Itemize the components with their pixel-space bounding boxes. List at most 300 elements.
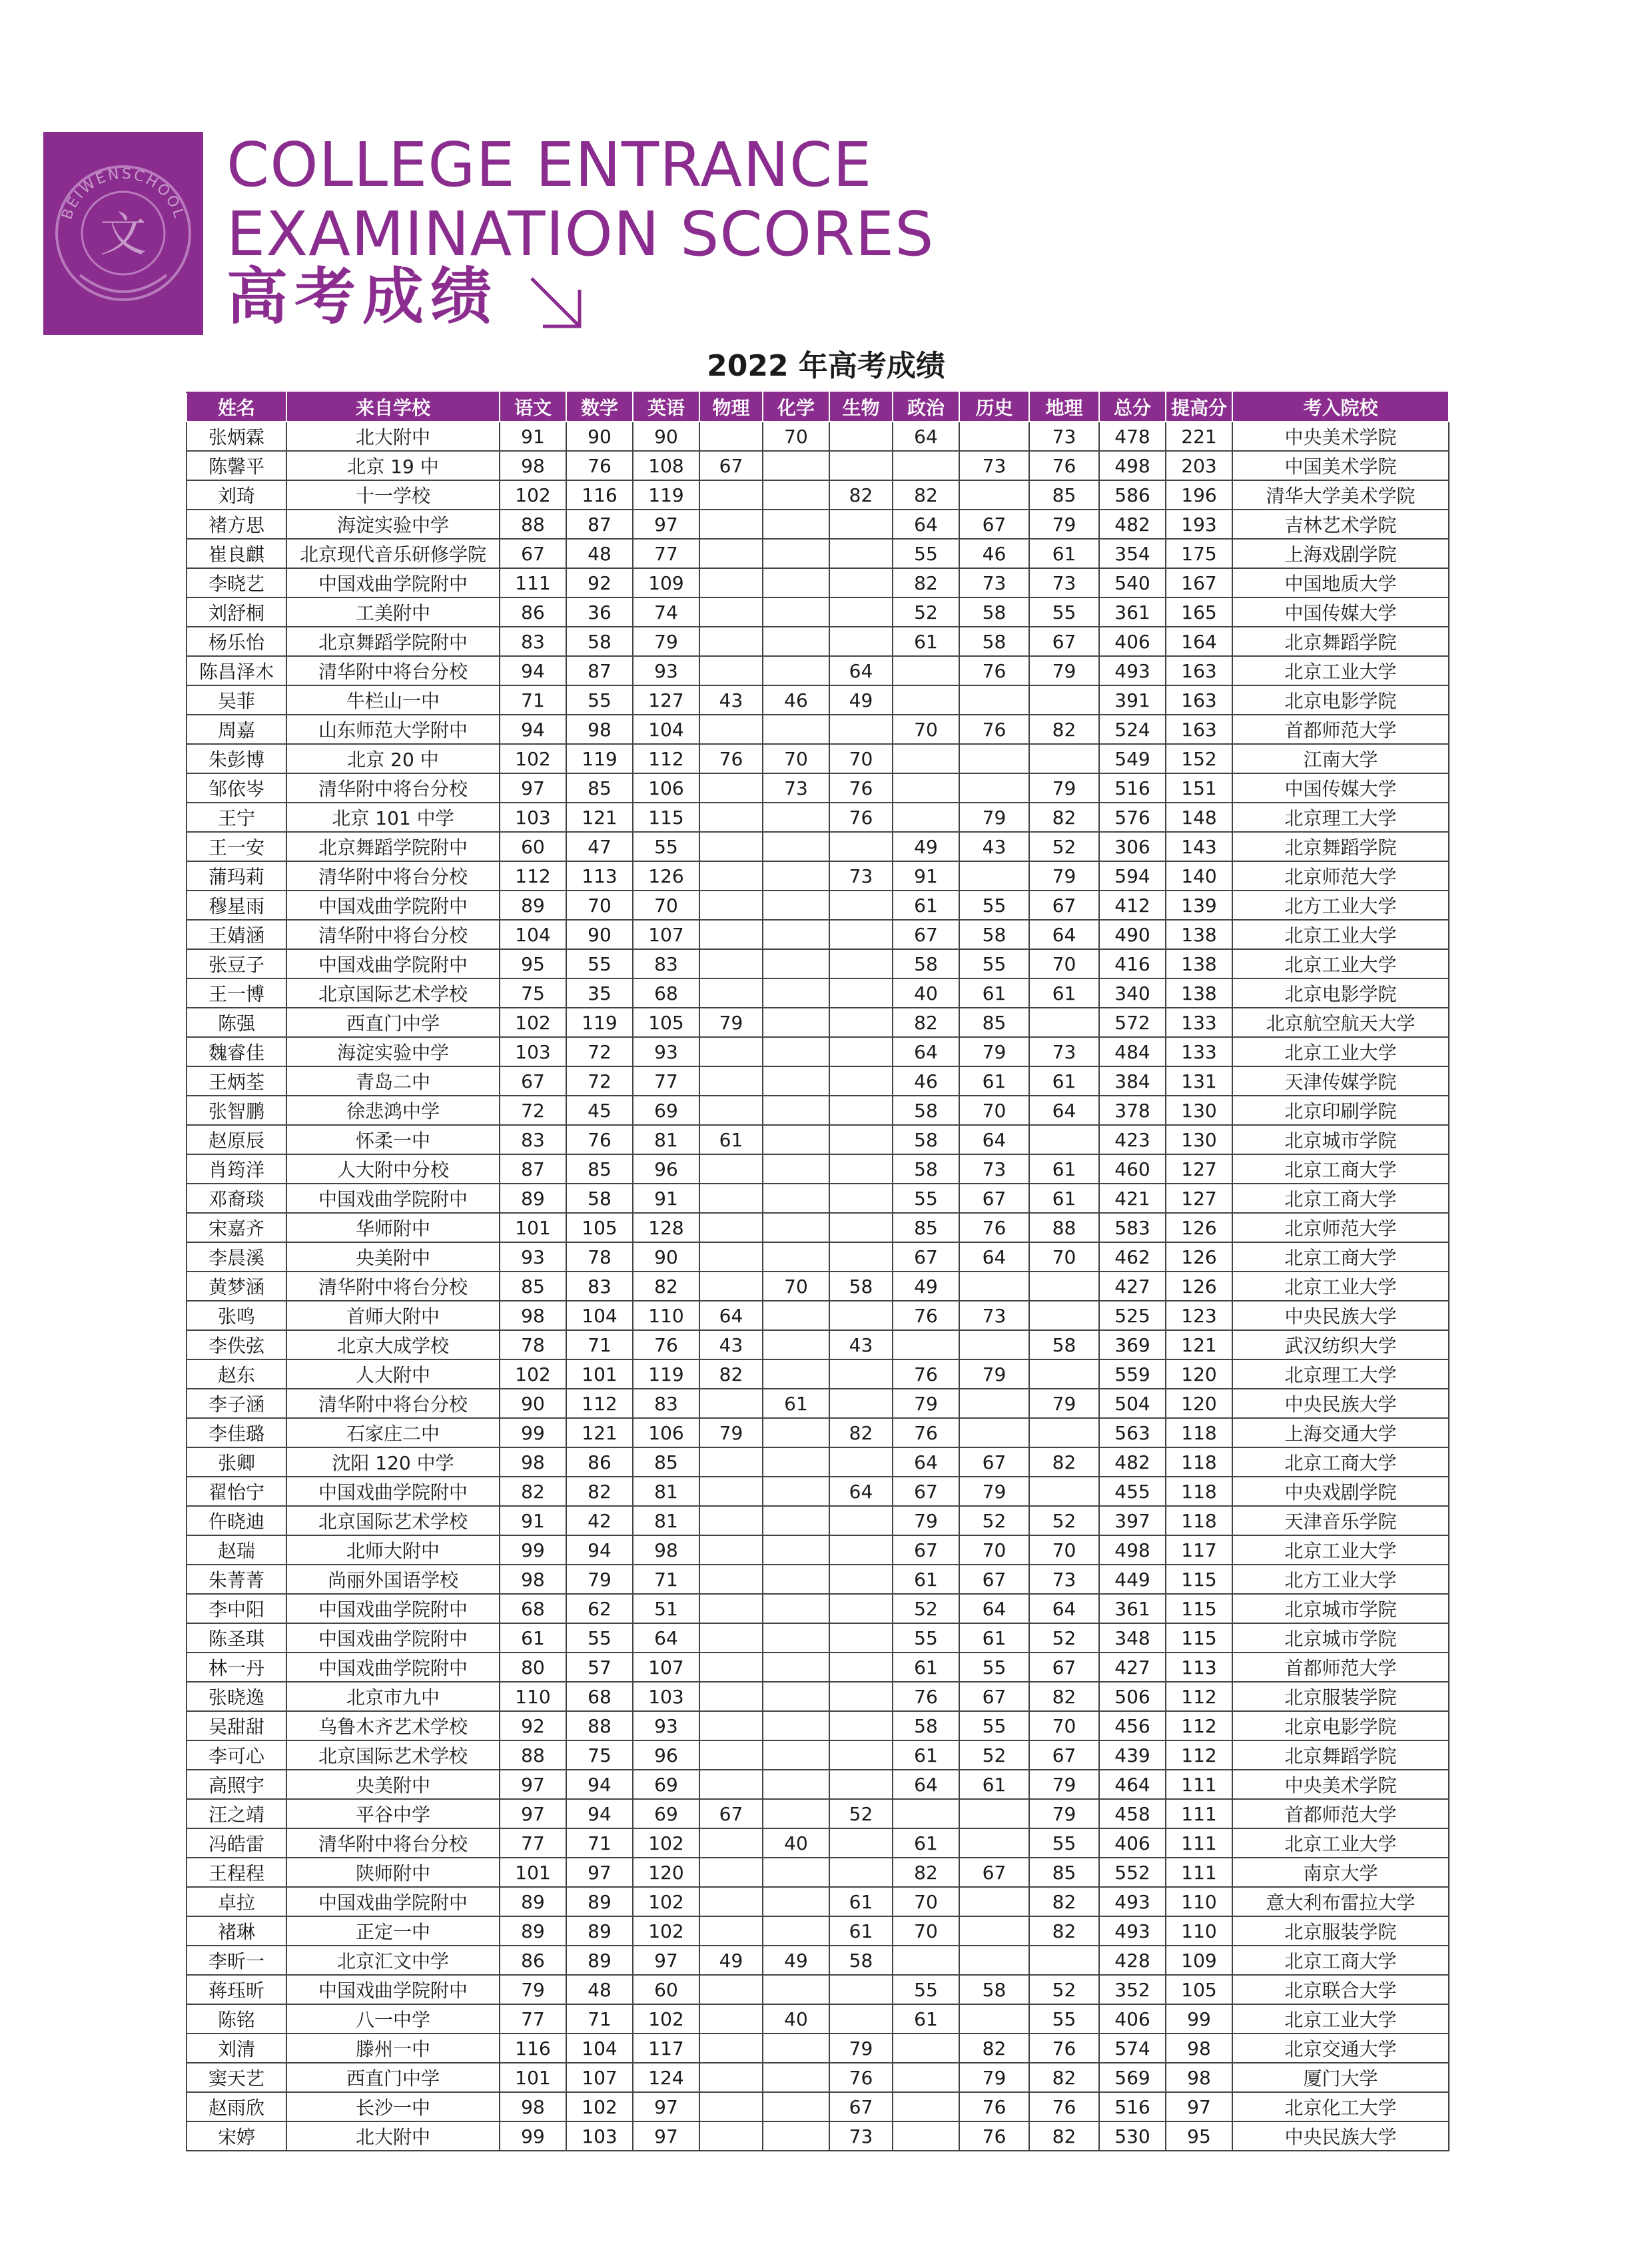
- table-cell: [829, 832, 893, 861]
- table-cell: 北京大成学校: [286, 1330, 500, 1359]
- table-cell: 58: [829, 1272, 893, 1301]
- table-cell: 67: [1029, 891, 1099, 920]
- table-cell: 北京工业大学: [1232, 1037, 1449, 1066]
- table-cell: 58: [829, 1946, 893, 1975]
- table-cell: 首都师范大学: [1232, 1799, 1449, 1828]
- table-cell: 98: [500, 1301, 566, 1330]
- scores-table: [186, 392, 1449, 2151]
- table-cell: 北京国际艺术学校: [286, 978, 500, 1008]
- table-cell: 203: [1166, 451, 1232, 480]
- table-cell: 中央美术学院: [1232, 1770, 1449, 1799]
- header-title-line2: EXAMINATION SCORES: [226, 198, 935, 270]
- table-cell: 102: [633, 1916, 699, 1946]
- table-cell: 82: [566, 1477, 633, 1506]
- table-cell: 87: [566, 656, 633, 685]
- table-cell: 陈馨平: [187, 451, 286, 480]
- table-cell: 77: [633, 539, 699, 568]
- table-cell: 58: [959, 627, 1029, 656]
- table-row: [187, 1799, 1449, 1828]
- table-cell: 北京 19 中: [286, 451, 500, 480]
- table-cell: 81: [633, 1506, 699, 1535]
- table-cell: 55: [959, 1711, 1029, 1740]
- table-cell: 中国戏曲学院附中: [286, 1184, 500, 1213]
- table-cell: 121: [1166, 1330, 1232, 1359]
- table-cell: 112: [566, 1389, 633, 1418]
- table-cell: 119: [566, 744, 633, 773]
- table-cell: 68: [500, 1594, 566, 1623]
- table-cell: 北方工业大学: [1232, 891, 1449, 920]
- table-cell: 115: [633, 803, 699, 832]
- table-cell: 79: [1029, 510, 1099, 539]
- table-cell: 67: [959, 510, 1029, 539]
- table-cell: 105: [1166, 1975, 1232, 2004]
- table-cell: 西直门中学: [286, 2063, 500, 2092]
- table-cell: 海淀实验中学: [286, 1037, 500, 1066]
- table-cell: 530: [1099, 2121, 1166, 2151]
- table-cell: 61: [829, 1887, 893, 1916]
- table-cell: 南京大学: [1232, 1858, 1449, 1887]
- table-cell: 清华附中将台分校: [286, 861, 500, 891]
- table-cell: 意大利布雷拉大学: [1232, 1887, 1449, 1916]
- table-cell: 北京舞蹈学院附中: [286, 627, 500, 656]
- table-cell: [699, 1858, 763, 1887]
- table-cell: 61: [1029, 1154, 1099, 1184]
- table-cell: [699, 978, 763, 1008]
- table-cell: 102: [633, 1828, 699, 1858]
- table-cell: 58: [893, 1154, 959, 1184]
- table-cell: [1029, 685, 1099, 715]
- table-cell: 64: [959, 1594, 1029, 1623]
- table-cell: [829, 1506, 893, 1535]
- table-cell: 484: [1099, 1037, 1166, 1066]
- table-cell: 青岛二中: [286, 1066, 500, 1096]
- table-cell: 369: [1099, 1330, 1166, 1359]
- table-row: [187, 685, 1449, 715]
- table-cell: [763, 1711, 829, 1740]
- table-cell: 117: [1166, 1535, 1232, 1565]
- table-cell: [829, 1565, 893, 1594]
- table-cell: 76: [1029, 2092, 1099, 2121]
- table-cell: 人大附中: [286, 1359, 500, 1389]
- table-cell: [959, 422, 1029, 451]
- table-cell: [763, 715, 829, 744]
- table-cell: 76: [893, 1418, 959, 1447]
- table-cell: 133: [1166, 1008, 1232, 1037]
- table-cell: [699, 1594, 763, 1623]
- table-cell: [959, 1887, 1029, 1916]
- table-cell: [699, 1887, 763, 1916]
- header-title-line1: COLLEGE ENTRANCE: [226, 129, 873, 200]
- table-cell: 110: [500, 1682, 566, 1711]
- column-header: 总分: [1099, 392, 1166, 422]
- table-row: [187, 1828, 1449, 1858]
- table-cell: 北京工商大学: [1232, 1184, 1449, 1213]
- table-cell: [699, 422, 763, 451]
- table-cell: 559: [1099, 1359, 1166, 1389]
- table-cell: 91: [633, 1184, 699, 1213]
- table-cell: 58: [893, 1125, 959, 1154]
- table-cell: 魏睿佳: [187, 1037, 286, 1066]
- table-cell: 124: [633, 2063, 699, 2092]
- table-cell: 北京城市学院: [1232, 1125, 1449, 1154]
- table-cell: 76: [699, 744, 763, 773]
- table-cell: 123: [1166, 1301, 1232, 1330]
- table-cell: [763, 627, 829, 656]
- table-cell: 516: [1099, 2092, 1166, 2121]
- table-row: [187, 2004, 1449, 2034]
- table-cell: 76: [1029, 2034, 1099, 2063]
- table-cell: [699, 480, 763, 510]
- table-cell: 103: [566, 2121, 633, 2151]
- table-cell: [699, 1213, 763, 1242]
- table-cell: [699, 891, 763, 920]
- table-cell: [1029, 1301, 1099, 1330]
- table-row: [187, 1242, 1449, 1272]
- table-cell: 吴菲: [187, 685, 286, 715]
- table-cell: [829, 1066, 893, 1096]
- table-cell: [829, 1213, 893, 1242]
- table-cell: 120: [633, 1858, 699, 1887]
- table-cell: 104: [566, 2034, 633, 2063]
- table-cell: 76: [959, 1213, 1029, 1242]
- table-cell: 褚琳: [187, 1916, 286, 1946]
- table-cell: 71: [566, 1828, 633, 1858]
- table-cell: 112: [633, 744, 699, 773]
- table-cell: 55: [893, 1184, 959, 1213]
- table-cell: 86: [500, 597, 566, 627]
- table-cell: [699, 539, 763, 568]
- table-cell: [763, 2063, 829, 2092]
- table-cell: 583: [1099, 1213, 1166, 1242]
- table-cell: 458: [1099, 1799, 1166, 1828]
- table-cell: [763, 1125, 829, 1154]
- table-cell: 107: [633, 920, 699, 949]
- table-cell: 73: [763, 773, 829, 803]
- table-cell: [959, 2004, 1029, 2034]
- table-cell: 72: [566, 1066, 633, 1096]
- table-cell: 58: [893, 1096, 959, 1125]
- table-row: [187, 627, 1449, 656]
- table-cell: 348: [1099, 1623, 1166, 1653]
- table-cell: 574: [1099, 2034, 1166, 2063]
- table-row: [187, 1858, 1449, 1887]
- table-cell: 77: [500, 1828, 566, 1858]
- table-cell: [893, 2121, 959, 2151]
- table-cell: 102: [500, 744, 566, 773]
- table-cell: 中央民族大学: [1232, 1301, 1449, 1330]
- table-cell: 121: [566, 803, 633, 832]
- table-cell: 126: [1166, 1242, 1232, 1272]
- table-cell: 李子涵: [187, 1389, 286, 1418]
- table-cell: 127: [633, 685, 699, 715]
- table-cell: 89: [500, 1184, 566, 1213]
- table-cell: [699, 920, 763, 949]
- table-cell: 邓裔琰: [187, 1184, 286, 1213]
- table-cell: [829, 568, 893, 597]
- table-cell: 山东师范大学附中: [286, 715, 500, 744]
- table-cell: 99: [1166, 2004, 1232, 2034]
- table-row: [187, 539, 1449, 568]
- table-cell: 70: [763, 1272, 829, 1301]
- table-cell: [829, 1711, 893, 1740]
- table-cell: 徐悲鸿中学: [286, 1096, 500, 1125]
- column-header: 英语: [633, 392, 699, 422]
- table-cell: 76: [633, 1330, 699, 1359]
- table-row: [187, 1653, 1449, 1682]
- table-cell: 70: [566, 891, 633, 920]
- table-cell: 中央民族大学: [1232, 1389, 1449, 1418]
- table-cell: 王炳荃: [187, 1066, 286, 1096]
- table-cell: 504: [1099, 1389, 1166, 1418]
- table-cell: 79: [959, 2063, 1029, 2092]
- table-cell: [763, 1066, 829, 1096]
- table-row: [187, 920, 1449, 949]
- table-cell: [829, 1740, 893, 1770]
- table-cell: [959, 1389, 1029, 1418]
- table-cell: 133: [1166, 1037, 1232, 1066]
- table-cell: 439: [1099, 1740, 1166, 1770]
- table-cell: 82: [1029, 1682, 1099, 1711]
- table-cell: 北京城市学院: [1232, 1623, 1449, 1653]
- table-cell: 352: [1099, 1975, 1166, 2004]
- table-cell: 91: [500, 422, 566, 451]
- table-cell: [959, 1272, 1029, 1301]
- table-cell: 58: [959, 920, 1029, 949]
- table-cell: 上海交通大学: [1232, 1418, 1449, 1447]
- table-cell: 62: [566, 1594, 633, 1623]
- table-cell: 82: [500, 1477, 566, 1506]
- table-row: [187, 1301, 1449, 1330]
- table-cell: [699, 949, 763, 978]
- table-cell: 82: [633, 1272, 699, 1301]
- table-cell: 76: [829, 803, 893, 832]
- table-cell: 525: [1099, 1301, 1166, 1330]
- table-cell: 73: [959, 451, 1029, 480]
- column-header: 语文: [500, 392, 566, 422]
- table-cell: 64: [893, 1037, 959, 1066]
- table-cell: 106: [633, 773, 699, 803]
- table-cell: [763, 1008, 829, 1037]
- table-cell: 64: [893, 1447, 959, 1477]
- table-cell: 清华大学美术学院: [1232, 480, 1449, 510]
- table-cell: 正定一中: [286, 1916, 500, 1946]
- table-cell: 长沙一中: [286, 2092, 500, 2121]
- table-cell: 北京工业大学: [1232, 920, 1449, 949]
- svg-text:文: 文: [100, 207, 147, 262]
- table-cell: 61: [893, 1828, 959, 1858]
- table-cell: [959, 773, 1029, 803]
- table-cell: [829, 1858, 893, 1887]
- table-row: [187, 1096, 1449, 1125]
- table-cell: 427: [1099, 1272, 1166, 1301]
- table-cell: 北京国际艺术学校: [286, 1506, 500, 1535]
- table-cell: 73: [829, 861, 893, 891]
- table-cell: [829, 422, 893, 451]
- column-header: 来自学校: [286, 392, 500, 422]
- table-row: [187, 1389, 1449, 1418]
- table-cell: 109: [1166, 1946, 1232, 1975]
- table-cell: 83: [566, 1272, 633, 1301]
- table-cell: 67: [959, 1184, 1029, 1213]
- table-cell: 中国美术学院: [1232, 451, 1449, 480]
- table-cell: 118: [1166, 1506, 1232, 1535]
- table-cell: [829, 1535, 893, 1565]
- table-cell: 61: [893, 2004, 959, 2034]
- table-cell: 宋婷: [187, 2121, 286, 2151]
- table-cell: 61: [959, 978, 1029, 1008]
- table-cell: 71: [633, 1565, 699, 1594]
- table-cell: 102: [500, 1008, 566, 1037]
- table-cell: 478: [1099, 422, 1166, 451]
- table-cell: 75: [500, 978, 566, 1008]
- table-cell: 北京工商大学: [1232, 1154, 1449, 1184]
- table-cell: 74: [633, 597, 699, 627]
- table-cell: [829, 1125, 893, 1154]
- table-cell: 李昕一: [187, 1946, 286, 1975]
- table-cell: [829, 1154, 893, 1184]
- table-row: [187, 1770, 1449, 1799]
- table-cell: 115: [1166, 1594, 1232, 1623]
- table-cell: 北京工业大学: [1232, 949, 1449, 978]
- table-cell: 中国戏曲学院附中: [286, 1477, 500, 1506]
- table-cell: 北京理工大学: [1232, 1359, 1449, 1389]
- table-cell: 131: [1166, 1066, 1232, 1096]
- table-cell: 516: [1099, 773, 1166, 803]
- header-title-chinese: 高考成绩: [226, 261, 499, 332]
- table-cell: 中国戏曲学院附中: [286, 568, 500, 597]
- table-cell: 刘清: [187, 2034, 286, 2063]
- table-cell: [699, 1272, 763, 1301]
- table-cell: [763, 656, 829, 685]
- table-cell: 384: [1099, 1066, 1166, 1096]
- table-row: [187, 1213, 1449, 1242]
- table-cell: 52: [959, 1506, 1029, 1535]
- table-cell: 101: [566, 1359, 633, 1389]
- table-cell: 72: [500, 1096, 566, 1125]
- table-cell: [959, 1330, 1029, 1359]
- table-cell: [763, 949, 829, 978]
- table-cell: 黄梦涵: [187, 1272, 286, 1301]
- table-cell: [763, 978, 829, 1008]
- table-cell: 55: [566, 949, 633, 978]
- table-cell: 43: [829, 1330, 893, 1359]
- table-cell: 119: [633, 1359, 699, 1389]
- table-cell: 67: [959, 1858, 1029, 1887]
- table-cell: 55: [959, 891, 1029, 920]
- table-cell: [699, 1623, 763, 1653]
- table-cell: 423: [1099, 1125, 1166, 1154]
- table-cell: 73: [1029, 422, 1099, 451]
- table-cell: [893, 1799, 959, 1828]
- table-cell: 95: [500, 949, 566, 978]
- table-cell: [893, 744, 959, 773]
- table-cell: 王一安: [187, 832, 286, 861]
- table-cell: 79: [1029, 1770, 1099, 1799]
- table-cell: 88: [566, 1711, 633, 1740]
- table-cell: 吴甜甜: [187, 1711, 286, 1740]
- table-cell: [763, 539, 829, 568]
- table-cell: [829, 978, 893, 1008]
- table-cell: 58: [959, 597, 1029, 627]
- table-cell: [763, 1301, 829, 1330]
- table-cell: 首都师范大学: [1232, 715, 1449, 744]
- table-cell: 北京 101 中学: [286, 803, 500, 832]
- column-header: 姓名: [187, 392, 286, 422]
- table-cell: 蒋珏昕: [187, 1975, 286, 2004]
- table-cell: [893, 1946, 959, 1975]
- table-cell: 73: [959, 568, 1029, 597]
- table-cell: 70: [763, 744, 829, 773]
- table-cell: 北京服装学院: [1232, 1916, 1449, 1946]
- table-cell: 67: [893, 1535, 959, 1565]
- table-cell: 115: [1166, 1565, 1232, 1594]
- table-cell: [699, 510, 763, 539]
- table-row: [187, 1008, 1449, 1037]
- table-cell: 李中阳: [187, 1594, 286, 1623]
- table-row: [187, 803, 1449, 832]
- table-cell: 北京工业大学: [1232, 1272, 1449, 1301]
- table-cell: 64: [699, 1301, 763, 1330]
- table-cell: 76: [959, 656, 1029, 685]
- table-cell: 79: [699, 1418, 763, 1447]
- table-cell: 108: [633, 451, 699, 480]
- table-cell: 103: [500, 803, 566, 832]
- table-cell: 79: [566, 1565, 633, 1594]
- table-cell: 163: [1166, 715, 1232, 744]
- table-cell: 97: [1166, 2092, 1232, 2121]
- table-cell: 85: [500, 1272, 566, 1301]
- table-cell: 89: [566, 1946, 633, 1975]
- table-cell: 张鸣: [187, 1301, 286, 1330]
- table-cell: 61: [763, 1389, 829, 1418]
- table-cell: 71: [500, 685, 566, 715]
- table-cell: 69: [633, 1799, 699, 1828]
- table-cell: 101: [500, 1858, 566, 1887]
- table-cell: [829, 1447, 893, 1477]
- table-cell: 中国戏曲学院附中: [286, 1887, 500, 1916]
- table-row: [187, 1037, 1449, 1066]
- table-cell: [699, 1242, 763, 1272]
- table-cell: 118: [1166, 1477, 1232, 1506]
- table-cell: 高照宇: [187, 1770, 286, 1799]
- table-cell: 58: [566, 1184, 633, 1213]
- table-cell: 82: [959, 2034, 1029, 2063]
- table-cell: [1029, 1272, 1099, 1301]
- table-cell: 57: [566, 1653, 633, 1682]
- table-cell: 69: [633, 1096, 699, 1125]
- table-cell: 北京工业大学: [1232, 2004, 1449, 2034]
- table-cell: 64: [893, 510, 959, 539]
- table-cell: 中国戏曲学院附中: [286, 891, 500, 920]
- table-cell: 林一丹: [187, 1653, 286, 1682]
- table-cell: 北京电影学院: [1232, 978, 1449, 1008]
- table-cell: 82: [893, 568, 959, 597]
- table-cell: 82: [1029, 1887, 1099, 1916]
- table-cell: 98: [566, 715, 633, 744]
- table-cell: 81: [633, 1125, 699, 1154]
- table-row: [187, 1916, 1449, 1946]
- table-row: [187, 861, 1449, 891]
- table-cell: [763, 568, 829, 597]
- table-cell: 98: [500, 451, 566, 480]
- table-cell: [763, 1623, 829, 1653]
- table-cell: 北师大附中: [286, 1535, 500, 1565]
- table-cell: 73: [1029, 1565, 1099, 1594]
- table-cell: [699, 1096, 763, 1125]
- table-cell: 90: [566, 422, 633, 451]
- table-cell: 49: [699, 1946, 763, 1975]
- table-cell: 540: [1099, 568, 1166, 597]
